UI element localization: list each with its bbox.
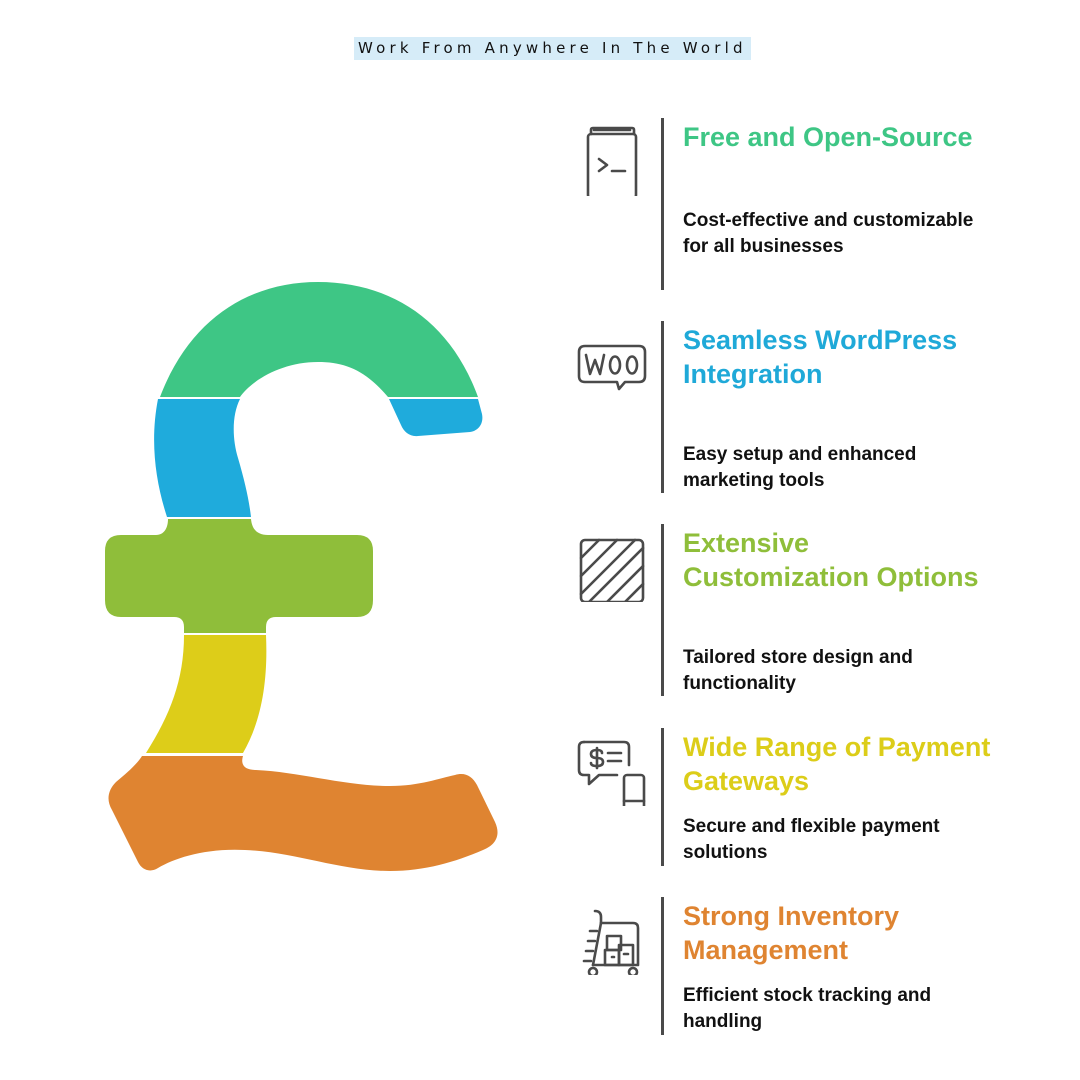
feature-divider xyxy=(661,118,664,290)
pound-segment-upper-stem xyxy=(154,399,251,517)
feature-description: Cost-effective and customizable for all businesses xyxy=(683,210,974,257)
feature-divider xyxy=(661,897,664,1035)
feature-title: Extensive Customization Options xyxy=(683,528,979,592)
feature-title: Strong Inventory Management xyxy=(683,901,900,965)
feature-customization-options xyxy=(575,524,995,696)
feature-divider xyxy=(661,524,664,696)
pound-segment-top-arc xyxy=(160,282,478,397)
page-banner: Work From Anywhere In The World xyxy=(354,37,751,60)
feature-divider xyxy=(661,321,664,493)
feature-description: Easy setup and enhanced marketing tools xyxy=(683,444,917,491)
feature-free-open-source xyxy=(575,118,995,290)
terminal-book-icon xyxy=(575,122,649,196)
feature-payment-gateways xyxy=(575,728,995,866)
feature-title: Seamless WordPress Integration xyxy=(683,325,958,389)
pound-segment-base-wave xyxy=(109,756,498,871)
pound-segment-hook-end xyxy=(389,399,482,436)
hand-truck-boxes-icon xyxy=(575,901,649,975)
feature-description: Efficient stock tracking and handling xyxy=(683,985,932,1032)
feature-description: Secure and flexible payment solutions xyxy=(683,816,940,863)
pound-segment-lower-stem xyxy=(146,635,266,753)
feature-wordpress-integration xyxy=(575,321,995,493)
feature-title: Wide Range of Payment Gateways xyxy=(683,732,991,796)
feature-inventory-management xyxy=(575,897,995,1035)
mobile-payment-icon xyxy=(575,732,649,806)
hatched-square-icon xyxy=(575,528,649,602)
woo-speech-bubble-icon xyxy=(575,325,649,399)
pound-segment-crossbar xyxy=(105,519,373,633)
feature-title: Free and Open-Source xyxy=(683,122,973,152)
feature-divider xyxy=(661,728,664,866)
feature-description: Tailored store design and functionality xyxy=(683,647,913,694)
